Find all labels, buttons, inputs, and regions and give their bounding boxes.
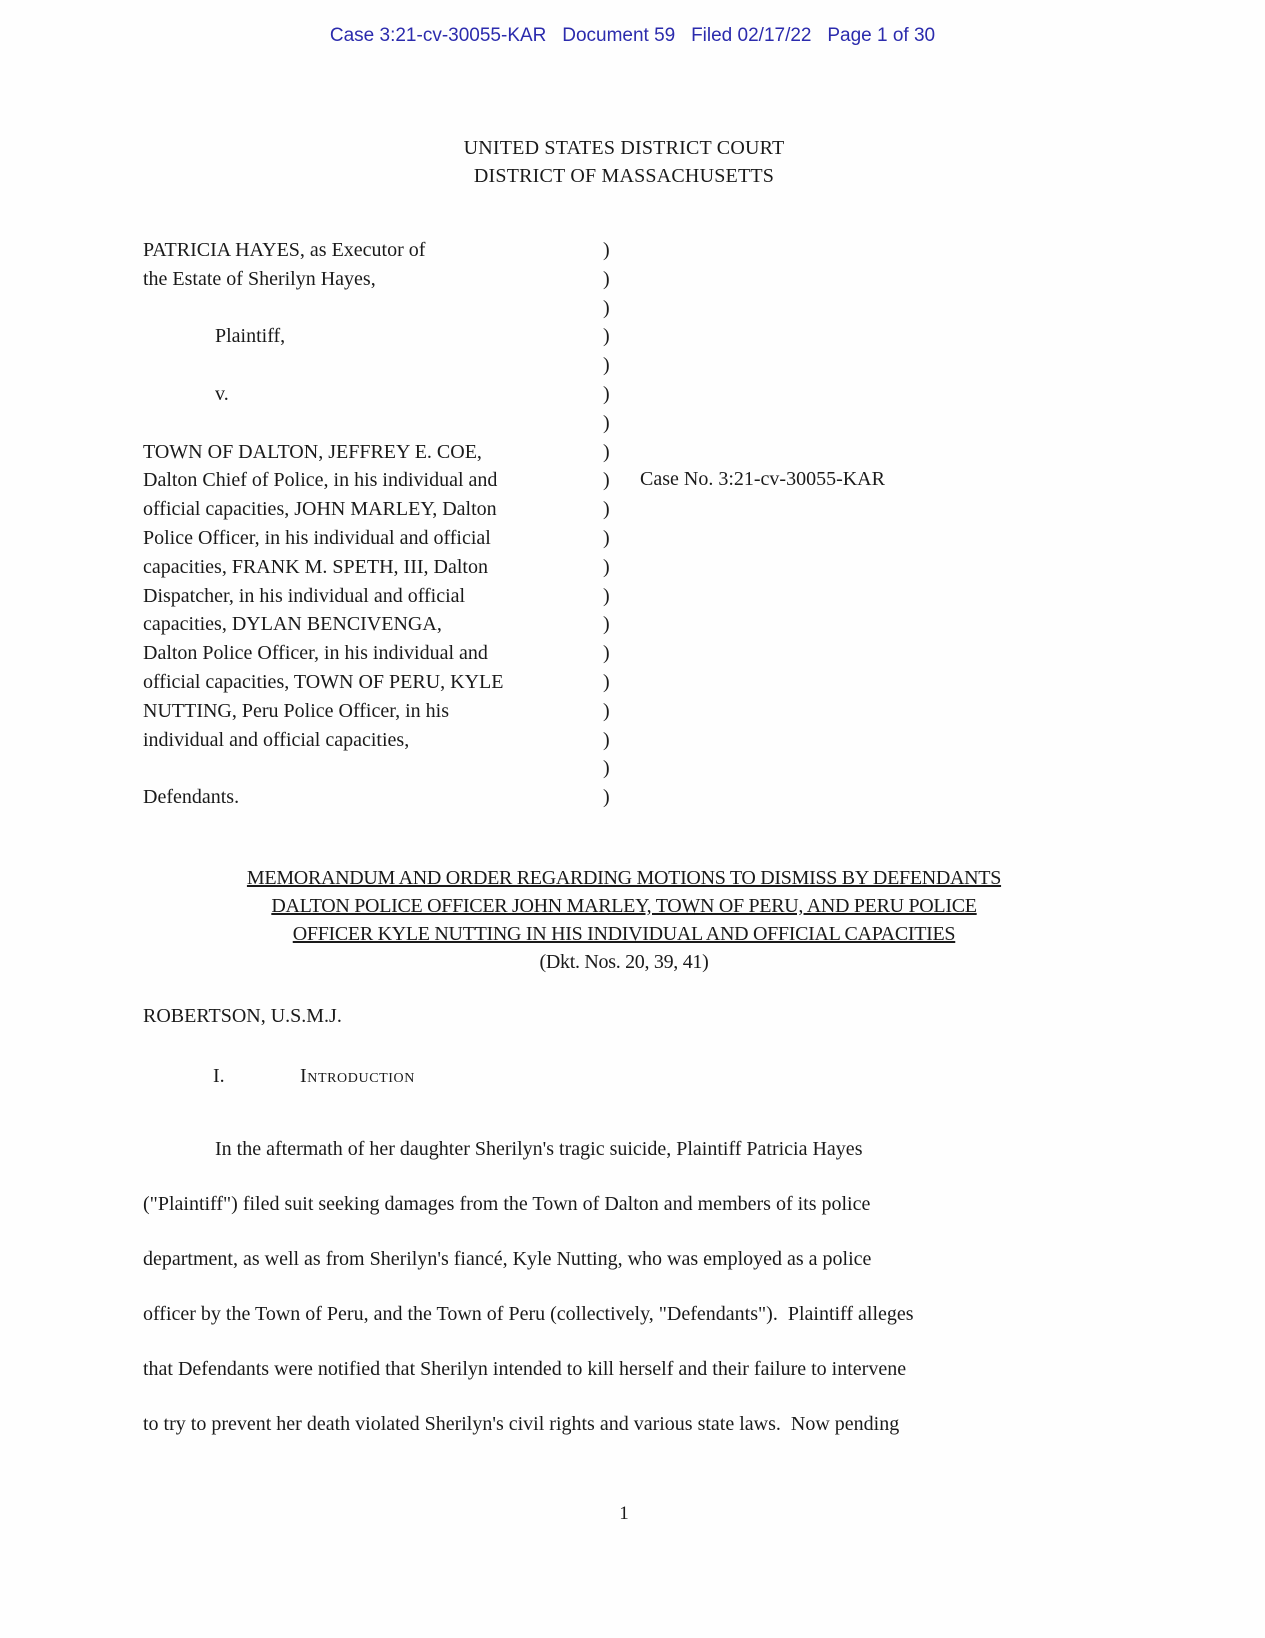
caption-paren: ) [603, 498, 610, 521]
caption-paren: ) [603, 613, 610, 636]
caption-line: PATRICIA HAYES, as Executor of [143, 239, 426, 261]
caption-paren: ) [603, 642, 610, 665]
memorandum-title-line2: DALTON POLICE OFFICER JOHN MARLEY, TOWN OF PERU, AND PERU POLICE [271, 895, 977, 917]
caption-line: Dalton Police Officer, in his individual and [143, 642, 488, 665]
caption-paren: ) [603, 267, 610, 290]
caption-paren: ) [603, 699, 610, 722]
page-number: 1 [619, 1503, 629, 1524]
court-title-line1: UNITED STATES DISTRICT COURT [463, 137, 785, 159]
caption-line: NUTTING, Peru Police Officer, in his [143, 699, 449, 722]
case-number: Case No. 3:21-cv-30055-KAR [640, 468, 885, 490]
section-number: I. [213, 1065, 225, 1087]
ecf-stamp-header: Case 3:21-cv-30055-KAR Document 59 Filed 02/17/22 Page 1 of 30 [329, 25, 936, 46]
caption-line [143, 754, 603, 783]
memorandum-title-line1: MEMORANDUM AND ORDER REGARDING MOTIONS TO DISMISS BY DEFENDANTS [246, 867, 1002, 889]
section-heading-introduction [143, 1063, 415, 1089]
caption-line: the Estate of Sherilyn Hayes, [143, 267, 376, 290]
caption-parties [143, 236, 603, 812]
introduction-paragraph [143, 1122, 1105, 1452]
caption-paren: ) [603, 584, 610, 607]
caption-paren: ) [603, 786, 610, 809]
caption-paren-column [603, 236, 623, 812]
caption-line: individual and official capacities, [143, 728, 410, 751]
court-title-line2: DISTRICT OF MASSACHUSETTS [473, 165, 775, 187]
paragraph-line: officer by the Town of Peru, and the Town of Peru (collectively, "Defendants"). Plaintiff alleges [143, 1303, 914, 1325]
memorandum-title [143, 864, 1105, 976]
judge-signature-line: ROBERTSON, U.S.M.J. [143, 1005, 342, 1027]
paragraph-line: ("Plaintiff") filed suit seeking damages from the Town of Dalton and members of its police [143, 1193, 871, 1215]
caption-paren: ) [603, 382, 610, 405]
caption-paren: ) [603, 296, 610, 319]
caption-paren: ) [603, 440, 610, 463]
caption-line [143, 409, 603, 438]
paragraph-line: that Defendants were notified that Sherilyn intended to kill herself and their failure to intervene [143, 1358, 907, 1380]
caption-line: official capacities, TOWN OF PERU, KYLE [143, 670, 504, 693]
paragraph-line: In the aftermath of her daughter Sherilyn's tragic suicide, Plaintiff Patricia Hayes [215, 1138, 863, 1160]
caption-line: official capacities, JOHN MARLEY, Dalton [143, 498, 497, 521]
section-label: Introduction [300, 1065, 415, 1087]
caption-paren: ) [603, 555, 610, 578]
caption-paren: ) [603, 670, 610, 693]
caption-line: Police Officer, in his individual and official [143, 526, 491, 549]
paragraph-line: department, as well as from Sherilyn's fiancé, Kyle Nutting, who was employed as a police [143, 1248, 872, 1270]
caption-line: capacities, DYLAN BENCIVENGA, [143, 613, 442, 636]
court-title [143, 134, 1105, 190]
memorandum-title-line3: OFFICER KYLE NUTTING IN HIS INDIVIDUAL AND OFFICIAL CAPACITIES [292, 923, 956, 945]
caption-line [143, 294, 603, 323]
caption-paren: ) [603, 728, 610, 751]
caption-paren: ) [603, 411, 610, 434]
caption-line: TOWN OF DALTON, JEFFREY E. COE, [143, 440, 482, 463]
caption-paren: ) [603, 325, 610, 348]
caption-line: Dispatcher, in his individual and official [143, 584, 466, 607]
caption-paren: ) [603, 469, 610, 492]
paragraph-line: to try to prevent her death violated Sherilyn's civil rights and various state laws. Now pending [143, 1413, 900, 1435]
caption-line: Dalton Chief of Police, in his individual and [143, 469, 498, 492]
caption-line-versus: v. [215, 382, 229, 405]
caption-paren: ) [603, 239, 610, 261]
caption-line [143, 351, 603, 380]
caption-paren: ) [603, 757, 610, 780]
caption-paren: ) [603, 526, 610, 549]
caption-line-defendants: Defendants. [143, 786, 240, 809]
caption-paren: ) [603, 354, 610, 377]
caption-line: capacities, FRANK M. SPETH, III, Dalton [143, 555, 488, 578]
caption-line-plaintiff: Plaintiff, [215, 325, 286, 348]
docket-numbers-line: (Dkt. Nos. 20, 39, 41) [539, 951, 709, 973]
